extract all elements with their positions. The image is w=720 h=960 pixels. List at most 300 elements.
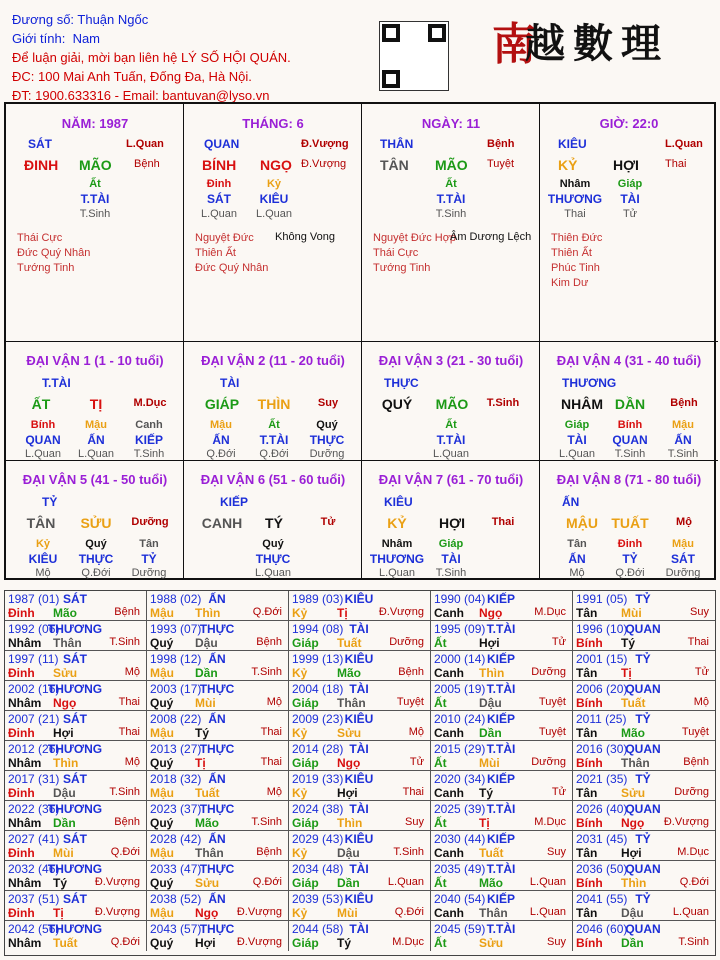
star-item: Thái Cực — [373, 247, 419, 259]
year-cell — [147, 891, 289, 920]
year-star: TỶ — [635, 892, 651, 906]
year-label: 2029 (43) — [292, 832, 344, 846]
year-star: QUAN — [625, 682, 661, 696]
year-label: 2041 (55) — [576, 892, 628, 906]
year-cell — [289, 711, 431, 740]
star-item: Nguyệt Đức Hợp — [373, 232, 457, 244]
year-stage: Đ.Vượng — [663, 816, 709, 828]
hidden-stem: Canh — [135, 419, 163, 431]
year-stage: Suy — [547, 846, 566, 858]
year-star: T.TÀI — [486, 922, 516, 936]
year-can: Quý — [150, 816, 174, 830]
star-item: Tướng Tinh — [373, 262, 431, 274]
pillar-top-stage: Đ.Vượng — [301, 138, 349, 150]
dai-van-8 — [540, 461, 718, 580]
year-star: TÀI — [349, 622, 369, 636]
hidden-stem: Tân — [567, 538, 587, 550]
hidden-stage: Q.Đới — [259, 448, 289, 460]
pillar-0 — [6, 104, 184, 342]
year-chi: Tị — [195, 756, 206, 770]
year-can: Tân — [576, 666, 598, 680]
year-can: Kỷ — [292, 786, 308, 800]
year-chi: Mùi — [479, 756, 500, 770]
year-can: Ất — [434, 636, 447, 650]
year-stage: Q.Đới — [394, 906, 424, 918]
hidden-stem: Giáp — [617, 178, 643, 190]
year-chi: Thìn — [337, 816, 363, 830]
dai-van-can: MẬU — [566, 515, 598, 531]
dai-van-title: ĐẠI VẬN 6 (51 - 60 tuổi) — [200, 472, 346, 487]
year-can: Đinh — [8, 666, 35, 680]
dai-van-star: ẤN — [562, 495, 580, 509]
logo-seal: 南 — [492, 19, 536, 70]
year-cell — [147, 861, 289, 890]
owner-name: Đương số: Thuận Ngốc — [12, 12, 149, 27]
year-label: 2014 (28) — [292, 742, 344, 756]
year-can: Bính — [576, 696, 603, 710]
hidden-star: T.TÀI — [436, 192, 466, 206]
year-can: Quý — [150, 876, 174, 890]
hidden-star: ẤN — [674, 433, 692, 447]
year-chi: Ngọ — [621, 816, 645, 830]
hidden-stage: Mộ — [35, 567, 51, 579]
year-chi: Tý — [195, 726, 210, 740]
year-cell — [289, 771, 431, 800]
hidden-star: TỶ — [141, 552, 157, 566]
dai-van-4 — [540, 342, 718, 461]
dai-van-title: ĐẠI VẬN 3 (21 - 30 tuổi) — [378, 353, 524, 368]
dai-van-stage: Suy — [317, 397, 339, 409]
year-chi: Thân — [53, 636, 82, 650]
dai-van-6 — [184, 461, 362, 580]
dai-van-chi: TỊ — [89, 396, 103, 412]
year-star: TỶ — [635, 832, 651, 846]
dai-van-can: KỶ — [387, 515, 407, 531]
pillar-stage: Tuyệt — [487, 158, 515, 170]
phone-email[interactable]: ĐT: 1900.633316 - Email: bantuvan@lyso.vn — [12, 88, 270, 103]
hidden-stage: L.Quan — [432, 448, 470, 460]
year-chi: Sửu — [337, 726, 362, 740]
year-can: Quý — [150, 936, 174, 950]
year-stage: Suy — [547, 936, 566, 948]
contact-note: Để luận giải, mời bạn liên hệ LÝ SỐ HỘI QUÁN. — [12, 50, 291, 65]
hidden-stage: Q.Đới — [206, 448, 236, 460]
year-cell — [431, 711, 573, 740]
dai-van-star: KIẾP — [220, 495, 249, 509]
dai-van-can: CANH — [201, 515, 243, 531]
year-chi: Dậu — [479, 696, 502, 710]
year-stage: Tuyệt — [538, 696, 566, 708]
year-label: 2042 (56) — [8, 922, 60, 936]
year-star: THƯƠNG — [47, 682, 103, 696]
year-cell — [573, 771, 715, 800]
year-chi: Tý — [53, 876, 68, 890]
pillar-top-star: KIÊU — [558, 137, 587, 151]
year-chi: Mùi — [621, 606, 642, 620]
year-label: 2019 (33) — [292, 772, 344, 786]
year-star: QUAN — [625, 802, 661, 816]
year-label: 1994 (08) — [292, 622, 344, 636]
year-can: Giáp — [292, 756, 319, 770]
hidden-stage: Thai — [564, 208, 586, 220]
year-label: 1989 (03) — [292, 592, 344, 606]
year-can: Quý — [150, 756, 174, 770]
dai-van-title: ĐẠI VẬN 4 (31 - 40 tuổi) — [556, 353, 702, 368]
hidden-stem: Quý — [85, 538, 107, 550]
year-can: Ất — [434, 816, 447, 830]
year-cell — [573, 921, 715, 951]
year-chi: Ngọ — [53, 696, 77, 710]
year-cell — [289, 831, 431, 860]
hidden-stem: Nhâm — [559, 178, 591, 190]
year-can: Đinh — [8, 606, 35, 620]
dai-van-chi: TÝ — [265, 515, 283, 531]
year-stage: Bệnh — [114, 606, 140, 618]
year-star: T.TÀI — [486, 742, 516, 756]
year-can: Bính — [576, 876, 603, 890]
hidden-stem: Kỷ — [35, 538, 51, 550]
year-cell — [147, 681, 289, 710]
year-can: Giáp — [292, 936, 319, 950]
hidden-stem: Quý — [262, 538, 284, 550]
year-cell — [573, 711, 715, 740]
year-stage: Tử — [409, 756, 424, 768]
year-label: 2025 (39) — [434, 802, 486, 816]
year-chi: Tý — [337, 936, 352, 950]
hidden-star: TÀI — [567, 433, 587, 447]
year-stage: Q.Đới — [252, 876, 282, 888]
year-stage: Tuyệt — [396, 696, 424, 708]
year-cell — [289, 861, 431, 890]
year-cell — [289, 921, 431, 951]
year-label: 2032 (46) — [8, 862, 60, 876]
year-chi: Dậu — [337, 846, 360, 860]
dai-van-chi: TUẤT — [611, 515, 649, 531]
table-row — [5, 741, 715, 771]
hidden-stem: Mậu — [672, 419, 694, 431]
year-can: Ất — [434, 696, 447, 710]
year-label: 2020 (34) — [434, 772, 486, 786]
year-can: Canh — [434, 786, 464, 800]
year-chi: Ngọ — [195, 906, 219, 920]
star-item: Phúc Tinh — [551, 262, 600, 274]
hidden-stem: Giáp — [564, 419, 590, 431]
year-label: 2003 (17) — [150, 682, 202, 696]
hidden-stem: Ất — [445, 419, 457, 431]
pillar-top-star: SÁT — [28, 137, 52, 151]
year-star: KIÊU — [344, 592, 374, 606]
year-can: Đinh — [8, 786, 35, 800]
year-cell — [431, 741, 573, 770]
hidden-star: SÁT — [207, 192, 231, 206]
hidden-star: THỰC — [309, 433, 345, 447]
year-cell — [573, 831, 715, 860]
year-label: 2023 (37) — [150, 802, 202, 816]
year-star: TỶ — [635, 652, 651, 666]
year-chi: Dần — [195, 666, 218, 680]
year-star: KIÊU — [344, 712, 374, 726]
dai-van-stage: M.Dục — [133, 397, 167, 409]
year-can: Bính — [576, 756, 603, 770]
dai-van-star: KIÊU — [384, 495, 413, 509]
dai-van-stage: Mộ — [676, 516, 692, 528]
year-cell — [289, 681, 431, 710]
dai-van-can: ẤT — [31, 396, 51, 412]
year-cell — [431, 771, 573, 800]
hidden-star: ẤN — [87, 433, 105, 447]
year-label: 2011 (25) — [576, 712, 627, 726]
year-can: Bính — [576, 936, 603, 950]
year-star: ẤN — [208, 592, 226, 606]
year-cell — [431, 861, 573, 890]
dai-van-5 — [6, 461, 184, 580]
year-chi: Hợi — [337, 786, 358, 800]
hidden-stem: Bính — [30, 419, 56, 431]
year-label: 2030 (44) — [434, 832, 486, 846]
hidden-stem: Tân — [139, 538, 159, 550]
year-can: Canh — [434, 846, 464, 860]
year-stage: Dưỡng — [531, 756, 566, 768]
hidden-star: ẤN — [568, 552, 586, 566]
year-can: Nhâm — [8, 936, 42, 950]
year-label: 1991 (05) — [576, 592, 628, 606]
hidden-stage: T.Sinh — [614, 448, 646, 460]
year-chi: Hợi — [53, 726, 74, 740]
hidden-star: ẤN — [212, 433, 230, 447]
year-chi: Thân — [479, 906, 508, 920]
year-label: 2001 (15) — [576, 652, 628, 666]
year-chi: Tý — [479, 786, 494, 800]
pillar-title: NGÀY: 11 — [421, 116, 481, 131]
year-cell — [431, 801, 573, 830]
year-star: T.TÀI — [486, 682, 516, 696]
year-chi: Tuất — [53, 936, 78, 950]
year-stage: Tử — [694, 666, 709, 678]
year-can: Bính — [576, 816, 603, 830]
year-can: Tân — [576, 726, 598, 740]
year-chi: Tuất — [479, 846, 504, 860]
year-cell — [431, 681, 573, 710]
year-cell — [289, 741, 431, 770]
year-cell — [5, 861, 147, 890]
year-chi: Tị — [53, 906, 64, 920]
year-label: 2027 (41) — [8, 832, 60, 846]
year-chi: Hợi — [621, 846, 642, 860]
year-chi: Mão — [621, 726, 645, 740]
year-can: Mậu — [150, 606, 174, 620]
pillar-stage: Bệnh — [134, 158, 160, 170]
star-item: Đức Quý Nhân — [195, 262, 269, 274]
year-star: SÁT — [63, 892, 87, 906]
year-can: Quý — [150, 636, 174, 650]
year-star: KIẾP — [486, 892, 516, 906]
table-row — [5, 891, 715, 921]
year-label: 2012 (26) — [8, 742, 60, 756]
year-label: 1997 (11) — [8, 652, 59, 666]
year-can: Tân — [576, 906, 598, 920]
year-star: THƯƠNG — [47, 622, 103, 636]
year-star: ẤN — [208, 772, 226, 786]
year-label: 1990 (04) — [434, 592, 486, 606]
year-stage: Tử — [551, 636, 566, 648]
year-chi: Tuất — [195, 786, 220, 800]
hidden-stem: Mậu — [672, 538, 694, 550]
year-star: TÀI — [349, 682, 369, 696]
hidden-stage: T.Sinh — [133, 448, 165, 460]
year-label: 1988 (02) — [150, 592, 202, 606]
year-can: Nhâm — [8, 876, 42, 890]
star-item: Thái Cực — [17, 232, 63, 244]
year-cell — [573, 891, 715, 920]
year-label: 2024 (38) — [292, 802, 344, 816]
hidden-star: TỶ — [622, 552, 638, 566]
year-star: ẤN — [208, 892, 226, 906]
hidden-stage: Mộ — [569, 567, 585, 579]
hidden-stage: Dưỡng — [665, 567, 701, 579]
pillar-chi: NGỌ — [260, 157, 292, 173]
year-cell — [431, 831, 573, 860]
qr-code-icon — [379, 21, 449, 91]
year-can: Canh — [434, 906, 464, 920]
year-star: TÀI — [349, 922, 369, 936]
year-label: 1992 (06) — [8, 622, 60, 636]
year-cell — [5, 771, 147, 800]
year-star: THỰC — [199, 922, 235, 936]
hidden-stem: Nhâm — [381, 538, 413, 550]
year-stage: Đ.Vượng — [236, 936, 282, 948]
year-label: 2043 (57) — [150, 922, 202, 936]
table-row — [5, 621, 715, 651]
star-item: Kim Dư — [551, 277, 589, 289]
year-cell — [5, 681, 147, 710]
gender: Giới tính: Nam — [12, 31, 101, 46]
dai-van-star: THỰC — [384, 376, 419, 390]
dai-van-chi: DẦN — [614, 396, 646, 412]
year-cell — [573, 801, 715, 830]
year-cell — [147, 771, 289, 800]
year-stage: Mộ — [266, 696, 282, 708]
year-stage: Mộ — [266, 786, 282, 798]
hidden-stage: T.Sinh — [435, 208, 467, 220]
year-stage: T.Sinh — [109, 636, 140, 648]
dai-van-stage: Tử — [320, 516, 336, 528]
year-stage: T.Sinh — [393, 846, 424, 858]
year-can: Ất — [434, 756, 447, 770]
year-chi: Dần — [337, 876, 360, 890]
hidden-stem: Ất — [89, 178, 101, 190]
year-can: Kỷ — [292, 666, 308, 680]
pillar-chi: MÃO — [435, 157, 468, 173]
year-stage: Q.Đới — [679, 876, 709, 888]
year-label: 2016 (30) — [576, 742, 628, 756]
hidden-star: KIÊU — [28, 552, 58, 566]
year-label: 2006 (20) — [576, 682, 628, 696]
year-star: THỰC — [199, 682, 235, 696]
hidden-stage: L.Quan — [255, 208, 293, 220]
year-cell — [5, 591, 147, 620]
year-label: 1987 (01) — [8, 592, 60, 606]
year-star: SÁT — [63, 712, 87, 726]
year-chi: Sửu — [195, 876, 220, 890]
year-chi: Thìn — [53, 756, 79, 770]
year-can: Đinh — [8, 906, 35, 920]
year-chi: Ngọ — [337, 756, 361, 770]
year-stage: Dưỡng — [531, 666, 566, 678]
year-can: Giáp — [292, 696, 319, 710]
pillar-can: ĐINH — [24, 157, 59, 173]
year-star: QUAN — [625, 622, 661, 636]
year-star: TỶ — [635, 592, 651, 606]
year-label: 2046 (60) — [576, 922, 628, 936]
year-can: Kỷ — [292, 846, 308, 860]
year-star: TỶ — [635, 772, 651, 786]
bazi-chart — [4, 102, 716, 580]
year-stage: Tử — [551, 786, 566, 798]
year-stage: Suy — [690, 606, 709, 618]
year-can: Nhâm — [8, 816, 42, 830]
year-star: KIẾP — [486, 592, 516, 606]
star-item: Thiên Ất — [551, 247, 592, 259]
year-stage: Q.Đới — [110, 936, 140, 948]
hidden-star: T.TÀI — [80, 192, 110, 206]
dai-van-chi: SỬU — [80, 515, 112, 531]
year-stage: Q.Đới — [110, 846, 140, 858]
pillar-stars — [195, 231, 268, 276]
year-stage: Thai — [260, 756, 282, 768]
year-label: 2031 (45) — [576, 832, 628, 846]
year-cell — [5, 801, 147, 830]
year-label: 2009 (23) — [292, 712, 344, 726]
year-chi: Dậu — [195, 636, 218, 650]
year-label: 2040 (54) — [434, 892, 486, 906]
year-cell — [5, 621, 147, 650]
year-label: 2021 (35) — [576, 772, 628, 786]
year-can: Mậu — [150, 726, 174, 740]
table-row — [5, 861, 715, 891]
year-label: 2039 (53) — [292, 892, 344, 906]
year-label: 2034 (48) — [292, 862, 344, 876]
year-stage: Mộ — [124, 666, 140, 678]
hidden-stage: T.Sinh — [435, 567, 467, 579]
year-can: Canh — [434, 666, 464, 680]
hidden-star: T.TÀI — [259, 433, 289, 447]
annual-table — [4, 590, 716, 956]
year-stage: Mộ — [693, 696, 709, 708]
dai-van-3 — [362, 342, 540, 461]
year-can: Giáp — [292, 816, 319, 830]
pillar-3 — [540, 104, 718, 342]
dai-van-7 — [362, 461, 540, 580]
year-chi: Dần — [621, 936, 644, 950]
year-can: Kỷ — [292, 906, 308, 920]
year-label: 2044 (58) — [292, 922, 344, 936]
pillar-top-stage: Bệnh — [487, 138, 515, 150]
year-star: KIÊU — [344, 772, 374, 786]
year-can: Tân — [576, 606, 598, 620]
year-cell — [431, 621, 573, 650]
hidden-star: T.TÀI — [436, 433, 466, 447]
year-label: 2017 (31) — [8, 772, 60, 786]
year-can: Mậu — [150, 906, 174, 920]
year-chi: Tuất — [337, 636, 362, 650]
hidden-stem: Kỷ — [266, 178, 282, 190]
dai-van-can: TÂN — [26, 515, 56, 531]
year-chi: Tị — [337, 606, 348, 620]
year-star: KIẾP — [486, 712, 516, 726]
year-label: 1995 (09) — [434, 622, 486, 636]
year-can: Canh — [434, 726, 464, 740]
year-chi: Sửu — [621, 786, 646, 800]
